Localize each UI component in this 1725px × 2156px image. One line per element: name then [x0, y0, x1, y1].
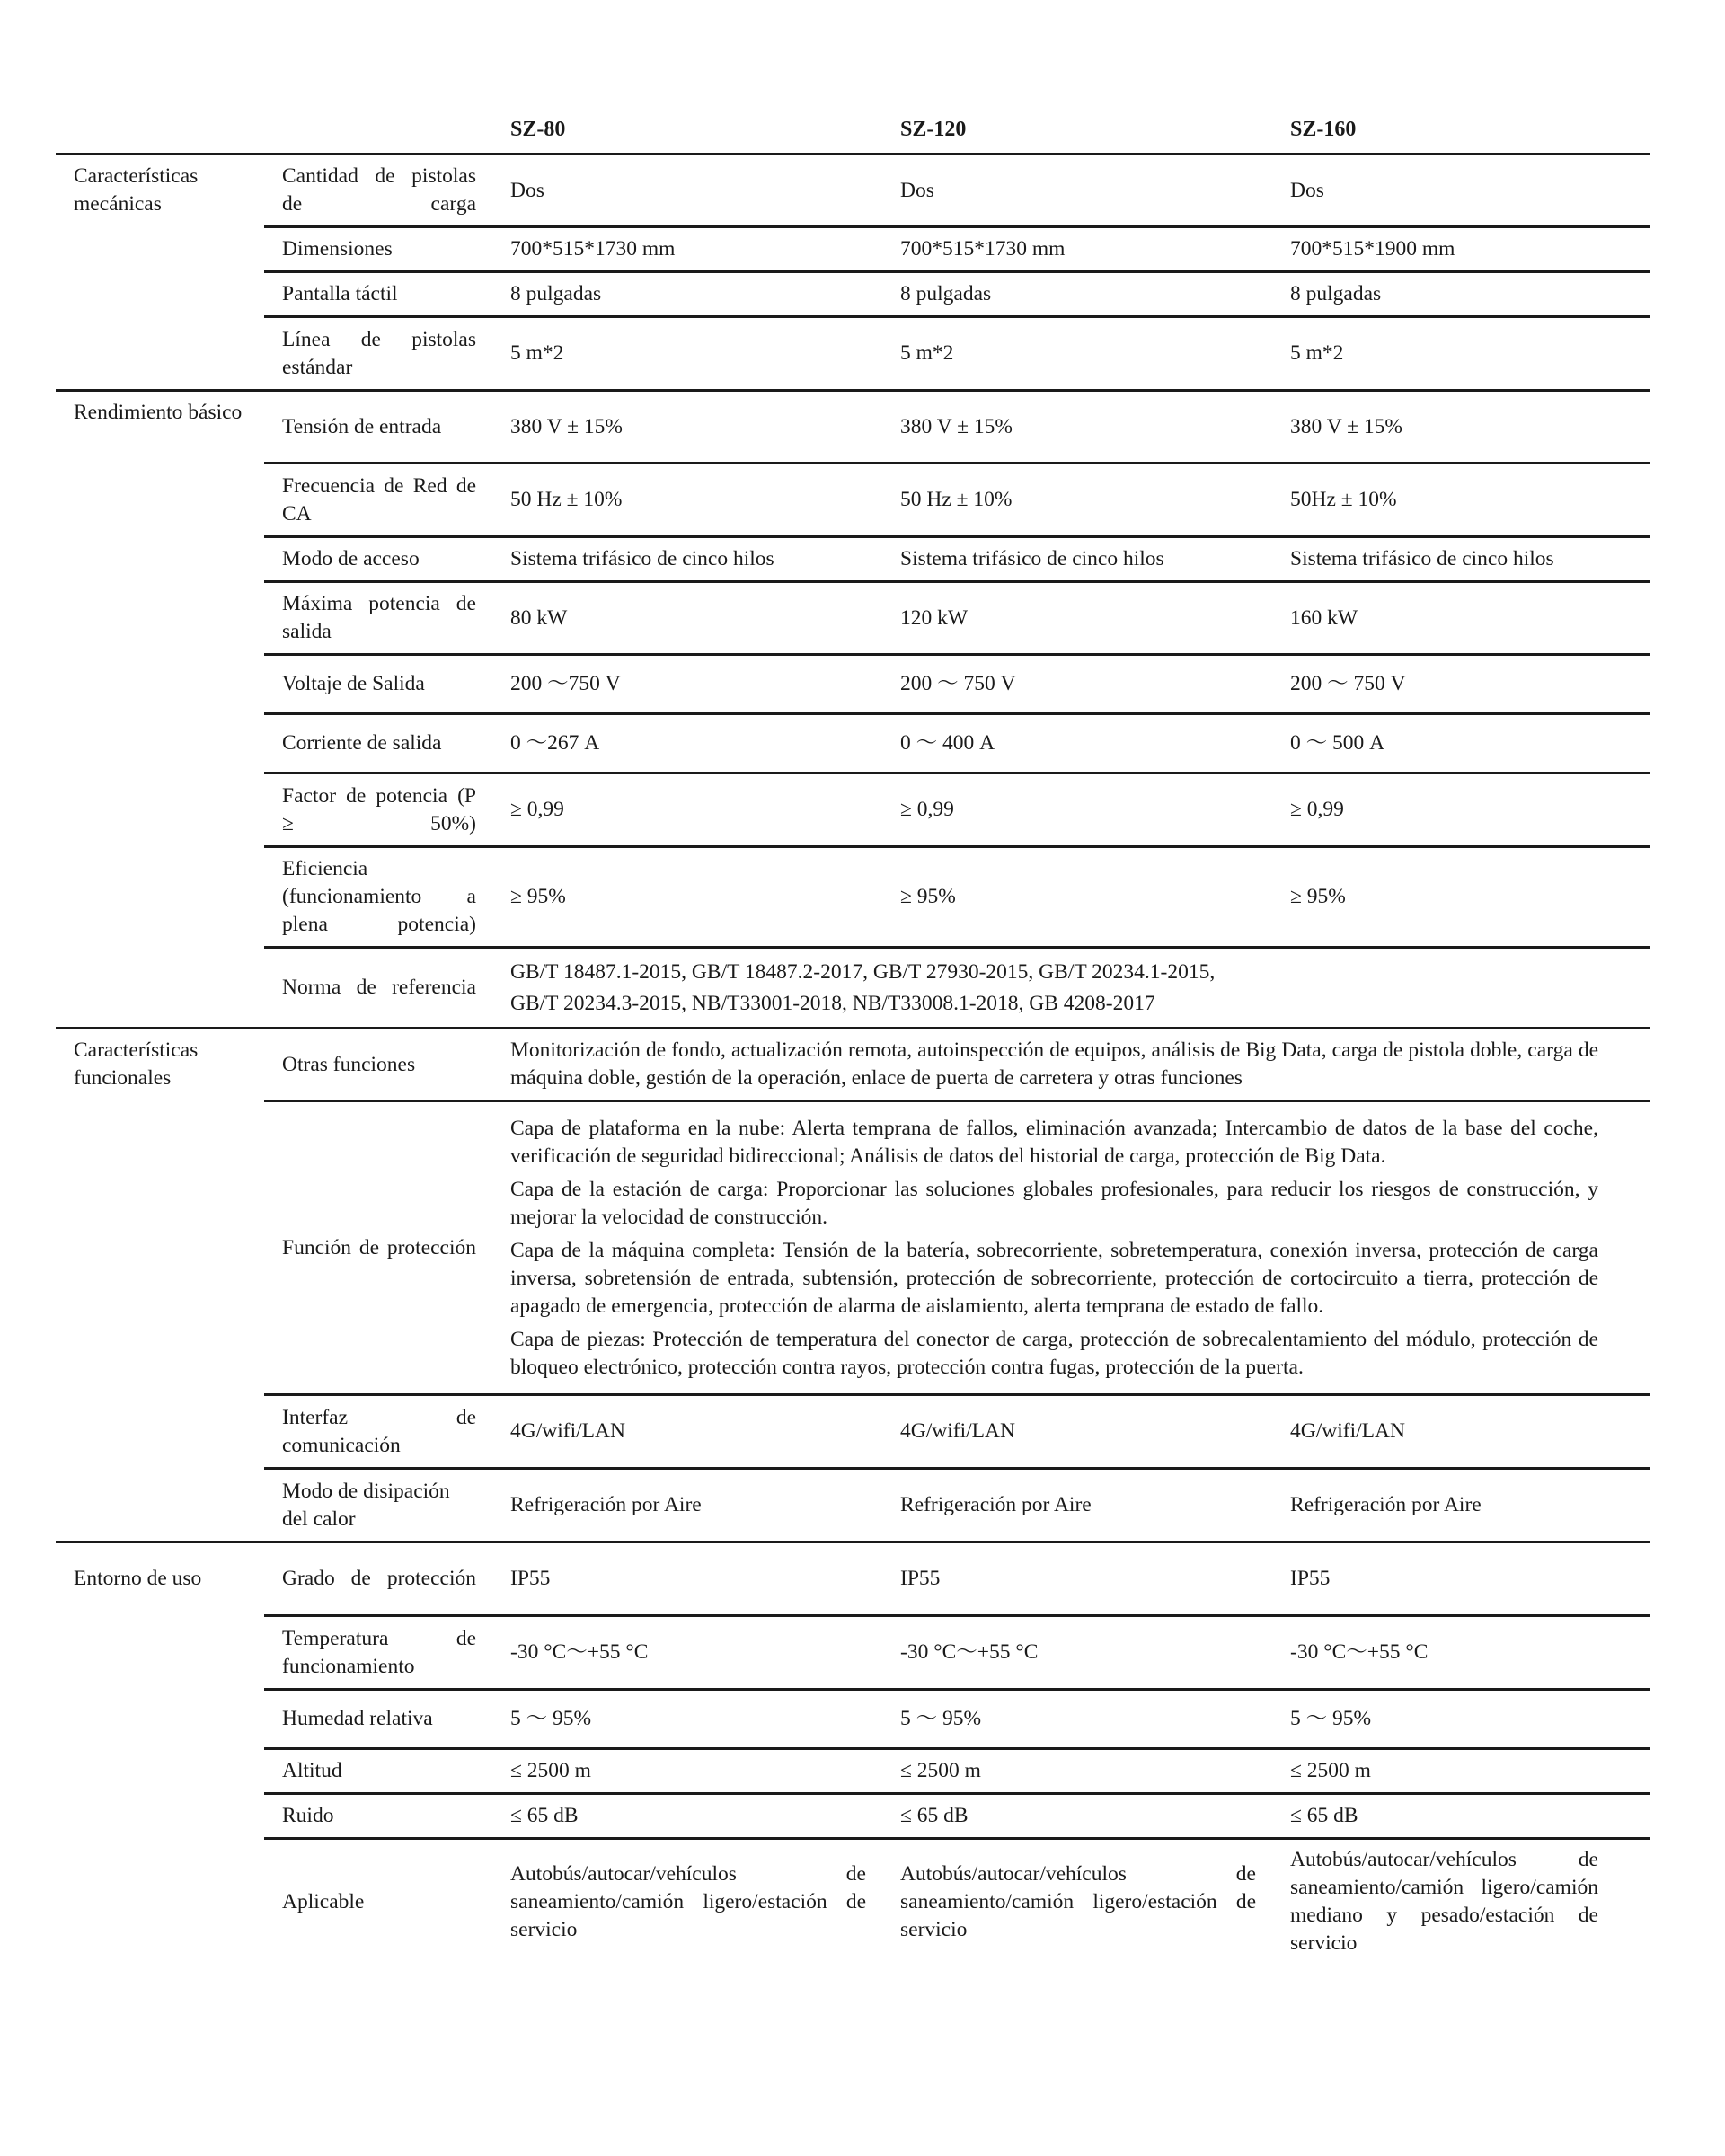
param-altitud: Altitud	[282, 1759, 342, 1782]
value-cell: 5 m*2	[1290, 341, 1344, 365]
value-cell: ≤ 2500 m	[900, 1759, 981, 1782]
value-cell: 0 〜 500 A	[1290, 731, 1385, 755]
table-row	[56, 1690, 1650, 1749]
norma-line-1: GB/T 18487.1-2015, GB/T 18487.2-2017, GB/T 27930-2015, GB/T 20234.1-2015,	[510, 959, 1216, 984]
param-linea: Línea de pistolas estándar	[282, 327, 476, 379]
model-header-sz120: SZ-120	[900, 117, 967, 141]
value-cell: ≥ 0,99	[510, 798, 564, 821]
value-cell: 5 〜 95%	[900, 1707, 982, 1730]
table-row	[56, 773, 1650, 847]
value-cell: 5 m*2	[900, 341, 954, 365]
param-corriente: Corriente de salida	[282, 731, 442, 755]
param-voltaje: Voltaje de Salida	[282, 672, 425, 695]
proteccion-estacion: Capa de la estación de carga: Proporcionar las soluciones globales profesionales, para reducir los riesgos de construcción, y mejorar la velocidad de construcción.	[510, 1177, 1598, 1229]
param-cantidad: Cantidad de pistolas de carga	[282, 164, 476, 216]
param-disipacion: Modo de disipación del calor	[282, 1479, 450, 1531]
value-cell: 200 〜 750 V	[900, 672, 1016, 695]
value-cell: 50 Hz ± 10%	[510, 488, 623, 511]
value-cell: ≤ 65 dB	[900, 1804, 969, 1827]
table-row	[56, 155, 1650, 227]
table-row	[56, 1839, 1650, 1965]
norma-line-2: GB/T 20234.3-2015, NB/T33001-2018, NB/T33008.1-2018, GB 4208-2017	[510, 991, 1155, 1015]
norma-cell	[492, 948, 1650, 1029]
param-otras: Otras funciones	[282, 1052, 416, 1076]
value-cell: 4G/wifi/LAN	[510, 1419, 625, 1443]
table-row	[56, 655, 1650, 714]
model-header-sz160: SZ-160	[1290, 117, 1357, 141]
value-cell: ≥ 95%	[510, 885, 566, 908]
table-row	[56, 464, 1650, 537]
value-cell: IP55	[510, 1567, 551, 1590]
value-cell: ≤ 2500 m	[1290, 1759, 1371, 1782]
param-norma: Norma de referencia	[282, 976, 476, 999]
table-row	[56, 227, 1650, 272]
section-label-mecanicas: Características mecánicas	[74, 164, 199, 216]
param-ruido: Ruido	[282, 1804, 334, 1827]
value-cell: ≥ 95%	[1290, 885, 1346, 908]
value-cell: Dos	[1290, 178, 1324, 202]
value-cell: Autobús/autocar/vehículos de saneamiento/camión ligero/estación de servicio	[900, 1861, 1256, 1941]
param-dimensiones: Dimensiones	[282, 237, 393, 261]
value-cell: IP55	[900, 1567, 941, 1590]
param-potencia: Máxima potencia de salida	[282, 592, 476, 643]
value-cell: 380 V ± 15%	[1290, 414, 1402, 438]
value-cell: ≤ 65 dB	[1290, 1804, 1358, 1827]
table-row	[56, 1469, 1650, 1542]
value-cell: Refrigeración por Aire	[900, 1493, 1092, 1516]
table-row	[56, 847, 1650, 948]
value-cell: 80 kW	[510, 605, 568, 630]
section-label-entorno: Entorno de uso	[74, 1567, 202, 1590]
param-tension: Tensión de entrada	[282, 414, 442, 438]
value-cell: Sistema trifásico de cinco hilos	[1290, 547, 1554, 570]
value-cell: 5 m*2	[510, 341, 564, 365]
header-row	[56, 110, 1650, 155]
param-grado: Grado de protección	[282, 1567, 476, 1590]
value-cell: ≤ 2500 m	[510, 1759, 591, 1782]
value-cell: Sistema trifásico de cinco hilos	[900, 547, 1164, 570]
proteccion-piezas: Capa de piezas: Protección de temperatura del conector de carga, protección de sobrecalentamiento del módulo, protección de bloqueo electrónico, protección contra rayos, protección contra fugas, protección de la puerta.	[510, 1327, 1598, 1379]
value-cell: 5 〜 95%	[1290, 1707, 1372, 1730]
value-cell: Dos	[900, 178, 934, 202]
value-cell: -30 °C〜+55 °C	[1290, 1640, 1429, 1664]
value-cell: 120 kW	[900, 605, 969, 630]
spec-table	[56, 110, 1650, 1965]
value-cell: 4G/wifi/LAN	[900, 1419, 1015, 1443]
table-row	[56, 1542, 1650, 1616]
value-cell: 5 〜 95%	[510, 1707, 592, 1730]
value-cell: -30 °C〜+55 °C	[510, 1640, 649, 1664]
table-row	[56, 582, 1650, 655]
proteccion-maquina: Capa de la máquina completa: Tensión de la batería, sobrecorriente, sobretemperatura, conexión inversa, protección de carga inversa, sobretensión de entrada, subtensión, protección de sobrecorriente, protección de cortocircuito a tierra, protección de apagado de emergencia, protección de alarma de aislamiento, alerta temprana de estado de fallo.	[510, 1238, 1598, 1318]
table-row	[56, 1101, 1650, 1395]
value-cell: 700*515*1730 mm	[900, 237, 1066, 261]
param-eficiencia: Eficiencia (funcionamiento a plena potencia)	[282, 857, 476, 936]
value-cell: 380 V ± 15%	[900, 414, 1013, 438]
value-cell: Autobús/autocar/vehículos de saneamiento/camión ligero/estación de servicio	[510, 1861, 866, 1941]
value-cell: 0 〜267 A	[510, 731, 600, 755]
value-cell: -30 °C〜+55 °C	[900, 1640, 1039, 1664]
proteccion-cell	[492, 1101, 1650, 1395]
value-cell: Refrigeración por Aire	[1290, 1493, 1482, 1516]
value-cell: 200 〜750 V	[510, 672, 621, 695]
value-cell: 8 pulgadas	[510, 282, 602, 305]
table-row	[56, 537, 1650, 582]
table-row	[56, 272, 1650, 317]
value-cell: ≥ 95%	[900, 885, 956, 908]
header-empty-parameter	[264, 110, 492, 155]
value-cell: 0 〜 400 A	[900, 731, 995, 755]
model-header-sz80: SZ-80	[510, 117, 566, 141]
table-row	[56, 1616, 1650, 1690]
param-humedad: Humedad relativa	[282, 1707, 433, 1730]
value-cell: 8 pulgadas	[900, 282, 992, 305]
value-cell: Sistema trifásico de cinco hilos	[510, 547, 774, 570]
value-cell: ≥ 0,99	[1290, 798, 1344, 821]
value-cell: 50Hz ± 10%	[1290, 488, 1397, 511]
value-cell: Refrigeración por Aire	[510, 1493, 702, 1516]
param-proteccion: Función de protección	[282, 1235, 476, 1259]
param-temperatura: Temperatura de funcionamiento	[282, 1626, 476, 1678]
param-acceso: Modo de acceso	[282, 547, 420, 570]
value-cell: 700*515*1730 mm	[510, 237, 676, 261]
header-empty-category	[56, 110, 264, 155]
section-label-funcionales: Características funcionales	[74, 1038, 199, 1090]
proteccion-nube: Capa de plataforma en la nube: Alerta temprana de fallos, eliminación avanzada; Intercambio de datos de la base del coche, verificación de seguridad bidireccional; Análisis de datos del historial de carga, protección de Big Data.	[510, 1116, 1598, 1168]
value-cell: 8 pulgadas	[1290, 282, 1382, 305]
value-cell: 380 V ± 15%	[510, 414, 623, 438]
param-interfaz: Interfaz de comunicación	[282, 1405, 476, 1457]
table-row	[56, 1794, 1650, 1839]
param-factor: Factor de potencia (P ≥ 50%)	[282, 783, 476, 835]
table-row	[56, 1029, 1650, 1101]
otras-funciones-text: Monitorización de fondo, actualización remota, autoinspección de equipos, análisis de Big Data, carga de pistola doble, carga de máquina doble, gestión de la operación, enlace de puerta de carretera y otras funciones	[510, 1038, 1598, 1090]
value-cell: 160 kW	[1290, 605, 1358, 630]
value-cell: Autobús/autocar/vehículos de saneamiento/camión ligero/camión mediano y pesado/estación de servicio	[1290, 1848, 1598, 1956]
table-row	[56, 317, 1650, 391]
value-cell: ≥ 0,99	[900, 798, 954, 821]
value-cell: ≤ 65 dB	[510, 1804, 579, 1827]
table-row	[56, 391, 1650, 464]
table-row	[56, 714, 1650, 773]
value-cell: 200 〜 750 V	[1290, 672, 1406, 695]
table-row	[56, 1395, 1650, 1469]
param-frecuencia: Frecuencia de Red de CA	[282, 473, 476, 526]
value-cell: 700*515*1900 mm	[1290, 237, 1455, 261]
param-pantalla: Pantalla táctil	[282, 282, 398, 305]
section-label-rendimiento: Rendimiento básico	[74, 401, 243, 424]
table-row	[56, 1749, 1650, 1794]
value-cell: Dos	[510, 178, 544, 202]
value-cell: IP55	[1290, 1567, 1331, 1590]
value-cell: 4G/wifi/LAN	[1290, 1419, 1405, 1443]
param-aplicable: Aplicable	[282, 1889, 365, 1913]
value-cell: 50 Hz ± 10%	[900, 488, 1013, 511]
spec-sheet	[56, 110, 1650, 1965]
table-row	[56, 948, 1650, 1029]
